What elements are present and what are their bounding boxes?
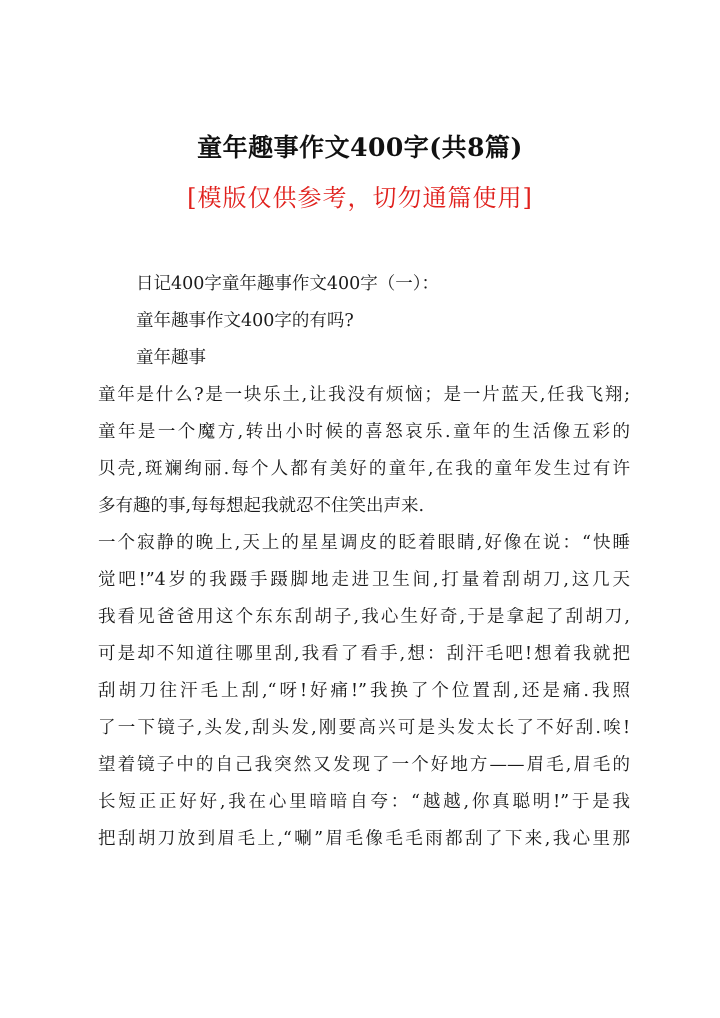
paragraph-line: 我看见爸爸用这个东东刮胡子,我心生好奇,于是拿起了刮胡刀,	[98, 607, 630, 627]
paragraph-line: 贝壳,斑斓绚丽.每个人都有美好的童年,在我的童年发生过有许	[98, 459, 630, 479]
paragraph-line: 可是却不知道往哪里刮,我看了看手,想：刮汗毛吧!想着我就把	[98, 644, 630, 664]
paragraph-line: 童年是什么?是一块乐土,让我没有烦恼；是一片蓝天,任我飞翔;	[98, 385, 630, 405]
intro-line: 童年趣事作文400字的有吗?	[136, 311, 354, 331]
paragraph-line: 望着镜子中的自己我突然又发现了一个好地方——眉毛,眉毛的	[98, 755, 630, 775]
paragraph-line: 刮胡刀往汗毛上刮,“呀!好痛!”我换了个位置刮,还是痛.我照	[98, 681, 630, 701]
paragraph-line: 童年是一个魔方,转出小时候的喜怒哀乐.童年的生活像五彩的	[98, 422, 630, 442]
paragraph-line: 多有趣的事,每每想起我就忍不住笑出声来.	[98, 496, 425, 516]
document-body	[98, 266, 630, 858]
paragraph-line: 把刮胡刀放到眉毛上,“唰”眉毛像毛毛雨都刮了下来,我心里那	[98, 829, 630, 849]
document-subtitle: [模版仅供参考，切勿通篇使用]	[187, 184, 533, 212]
paragraph-line: 长短正正好好,我在心里暗暗自夸：“越越,你真聪明!”于是我	[98, 792, 630, 812]
paragraph-line: 一个寂静的晚上,天上的星星调皮的眨着眼睛,好像在说：“快睡	[98, 533, 630, 553]
paragraph-line: 觉吧!”4岁的我蹑手蹑脚地走进卫生间,打量着刮胡刀,这几天	[98, 570, 630, 590]
paragraph-line: 了一下镜子,头发,刮头发,刚要高兴可是头发太长了不好刮.唉!	[98, 718, 630, 738]
intro-line: 日记400字童年趣事作文400字（一）：	[136, 274, 440, 294]
intro-line: 童年趣事	[136, 348, 206, 368]
document-title: 童年趣事作文400字(共8篇)	[197, 133, 523, 162]
